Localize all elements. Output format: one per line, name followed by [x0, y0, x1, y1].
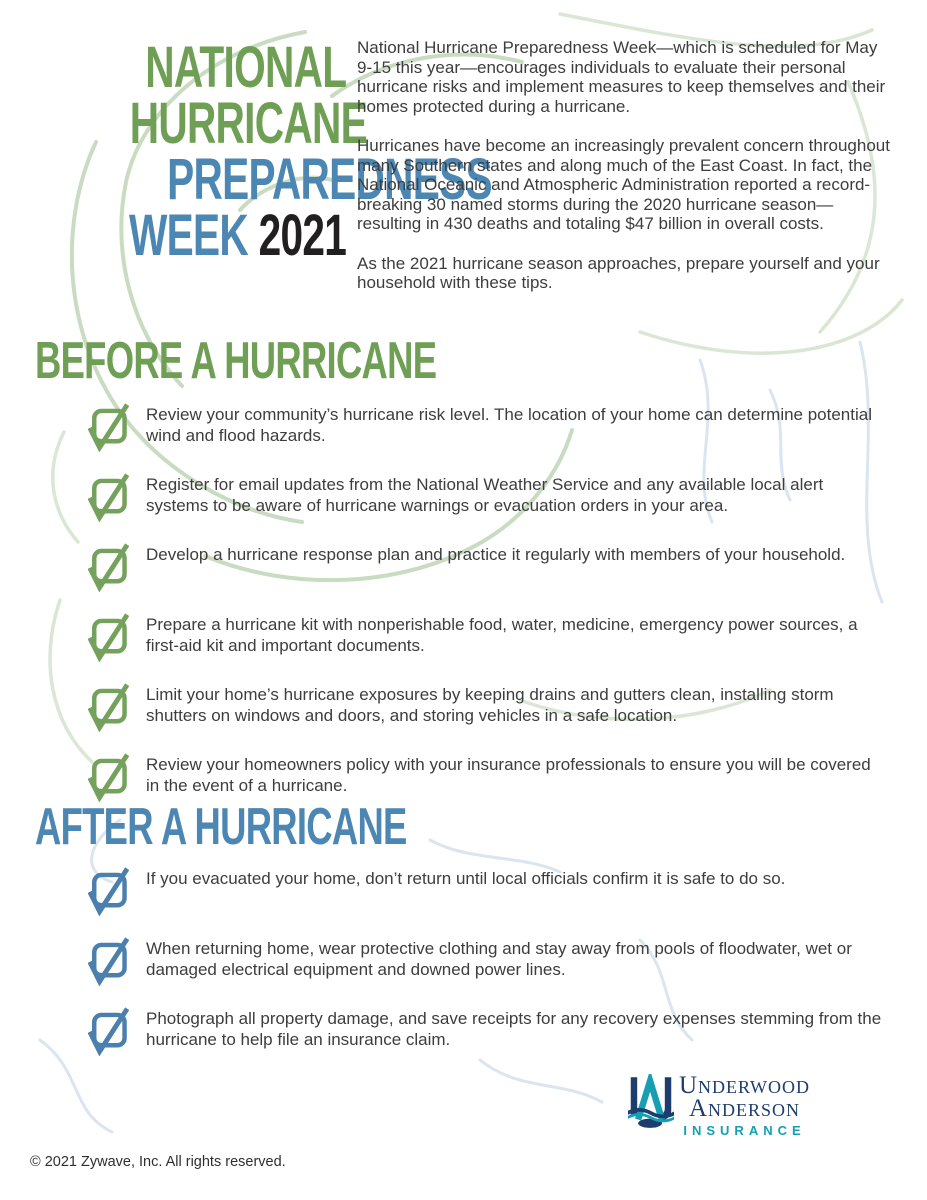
checklist-item-text: When returning home, wear protective clothing and stay away from pools of floodwater, wet or damaged electrical equipment and downed power lines.: [146, 939, 852, 979]
title-year: 2021: [258, 203, 346, 268]
before-hurricane-checklist: [88, 404, 888, 824]
checked-checkbox-icon: [88, 752, 129, 802]
logo-name-underwood: Underwood: [679, 1072, 811, 1099]
checklist-item: [88, 614, 888, 662]
checked-checkbox-icon: [88, 402, 129, 452]
checklist-item: [88, 404, 888, 452]
checklist-item-text: Review your homeowners policy with your insurance professionals to ensure you will be covered in the event of a hurricane.: [146, 755, 871, 795]
page-title: [28, 35, 492, 268]
intro-paragraph-2: Hurricanes have become an increasingly prevalent concern throughout many Southern states and along much of the East Coast. In fact, the National Oceanic and Atmospheric Administration reported a record-breaking 30 named storms during the 2020 hurricane season—resulting in 430 deaths and totaling $47 billion in overall costs.: [357, 136, 890, 233]
checked-checkbox-icon: [88, 682, 129, 732]
title-line-national: NATIONAL: [144, 35, 346, 100]
intro-paragraph-3: As the 2021 hurricane season approaches, prepare yourself and your household with these tips.: [357, 253, 880, 292]
title-line-hurricane: HURRICANE: [129, 91, 367, 156]
checklist-item: [88, 754, 888, 802]
title-word-week: WEEK: [128, 203, 248, 268]
after-hurricane-heading: AFTER A HURRICANE: [35, 798, 407, 856]
checked-checkbox-icon: [88, 612, 129, 662]
checked-checkbox-icon: [88, 472, 129, 522]
logo-name-anderson: Anderson: [688, 1095, 801, 1122]
checklist-item-text: Develop a hurricane response plan and practice it regularly with members of your household.: [146, 545, 846, 564]
checklist-item: [88, 938, 888, 986]
checked-checkbox-icon: [88, 936, 129, 986]
checklist-item-text: Review your community’s hurricane risk level. The location of your home can determine potential wind and flood hazards.: [146, 405, 872, 445]
checklist-item: [88, 868, 888, 916]
after-hurricane-checklist: [88, 868, 888, 1078]
checklist-item-text: Photograph all property damage, and save receipts for any recovery expenses stemming from the hurricane to help file an insurance claim.: [146, 1009, 882, 1049]
checklist-item: [88, 684, 888, 732]
before-hurricane-heading: BEFORE A HURRICANE: [35, 332, 437, 390]
logo-subtitle-insurance: INSURANCE: [683, 1123, 806, 1138]
underwood-anderson-monogram-icon: [628, 1074, 674, 1132]
intro-text: [357, 38, 897, 313]
checklist-item-text: Register for email updates from the National Weather Service and any available local alert systems to be aware of hurricane warnings or evacuation orders in your area.: [146, 475, 824, 515]
checklist-item-text: If you evacuated your home, don’t return until local officials confirm it is safe to do so.: [146, 869, 786, 888]
checklist-item-text: Limit your home’s hurricane exposures by keeping drains and gutters clean, installing storm shutters on windows and doors, and storing vehicles in a safe location.: [146, 685, 834, 725]
title-line-preparedness: PREPAREDNESS: [167, 147, 492, 212]
copyright-notice: © 2021 Zywave, Inc. All rights reserved.: [30, 1154, 286, 1170]
underwood-anderson-logo: [628, 1074, 810, 1138]
logo-text: [679, 1074, 810, 1138]
checklist-item: [88, 544, 888, 592]
checklist-item-text: Prepare a hurricane kit with nonperishable food, water, medicine, emergency power sources, a first-aid kit and important documents.: [146, 615, 858, 655]
checked-checkbox-icon: [88, 1006, 129, 1056]
checked-checkbox-icon: [88, 542, 129, 592]
intro-paragraph-1: National Hurricane Preparedness Week—which is scheduled for May 9-15 this year—encourages individuals to evaluate their personal hurricane risks and implement measures to keep themselves and their homes protected during a hurricane.: [357, 38, 886, 116]
checklist-item: [88, 1008, 888, 1056]
checked-checkbox-icon: [88, 866, 129, 916]
checklist-item: [88, 474, 888, 522]
